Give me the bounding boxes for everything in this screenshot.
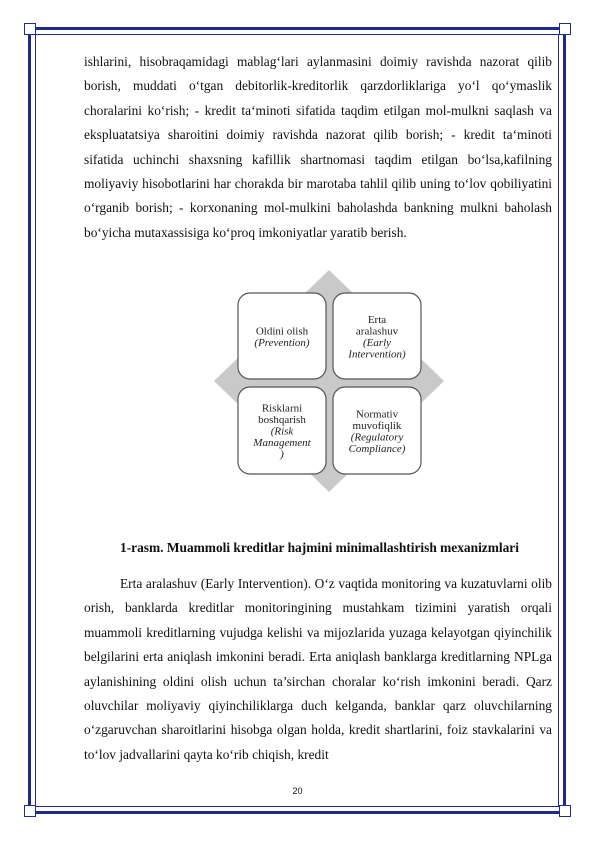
top-paragraph: ishlarini, hisobraqamidagi mablag‘lari aylanmasini doimiy ravishda nazorat qilib borish, muddati o‘tgan debitorlik-kreditorlik qarzdorliklariga yo‘l qo‘ymaslik choralarini ko‘rish; - kredit ta‘minoti sifatida taqdim etilgan mol-mulkni saqlash va ekspluatatsiya sharoitini doimiy ravishda nazorat qilib borish; - kredit ta‘minoti sifatida uchinchi shaxsning kafillik shartnomasi taqdim etilgan bo‘lsa,kafilning moliyaviy hisobotlarini har chorakda bir marotaba tahlil qilib uning to‘lov qobiliyatini o‘rganib borish; - korxonaning mol-mulkini baholashda bankning mulkni baholash bo‘yicha mutaxassisiga ko‘proq imkoniyatlar yaratib berish.: [84, 54, 552, 240]
diagram-box-label: (Prevention): [254, 336, 310, 349]
diagram-box-label: (Regulatory: [350, 431, 404, 444]
page-number: 20: [292, 786, 303, 796]
diagram-box-label: Erta: [367, 313, 387, 326]
diagram-box-risk-management: [238, 387, 326, 474]
bottom-text-block: [84, 572, 552, 767]
figure-caption: 1-rasm. Muammoli kreditlar hajmini minimallashtirish mexanizmlari: [120, 540, 519, 555]
border-corner-ornament: [559, 23, 571, 35]
diagram-box-label: (Early: [362, 336, 392, 349]
diagram-box-regulatory-compliance: [333, 387, 421, 474]
diagram-box-label: Oldini olish: [255, 325, 309, 338]
diagram-box-label: boshqarish: [258, 414, 306, 426]
diagram-box-label: Compliance): [348, 442, 406, 455]
diagram-box-label: aralashuv: [355, 325, 399, 338]
diagram-box-prevention: [238, 293, 326, 379]
mechanisms-diagram: [212, 268, 446, 494]
diagram-box-label: Risklarni: [261, 402, 303, 415]
diagram-svg: [212, 268, 446, 494]
border-corner-ornament: [24, 23, 36, 35]
diagram-box-early-intervention: [333, 293, 421, 379]
border-corner-ornament: [24, 805, 36, 817]
diagram-box-label: (Risk: [270, 425, 294, 438]
top-text-block: [84, 50, 552, 245]
diagram-box-label: Normativ: [355, 408, 399, 421]
diagram-box-label: muvofiqlik: [352, 419, 402, 432]
diagram-box-label: Management: [253, 437, 311, 449]
bottom-paragraph: Erta aralashuv (Early Intervention). O‘z vaqtida monitoring va kuzatuvlarni olib orish, banklarda kreditlar monitoringining mustahkam tizimini yaratish orqali muammoli kreditlarning vujudga kelishi va mijozlarida yuzaga kelayotgan qiyinchilik belgilarini erta aniqlash imkonini beradi. Erta aniqlash banklarga kreditlarning NPLga aylanishining oldini olish uchun ta’sirchan choralar ko‘rish imkonini beradi. Qarz oluvchilar moliyaviy qiyinchiliklarga duch kelganda, banklar qarz oluvchilarning o‘zgaruvchan sharoitlarini hisobga olgan holda, kredit shartlarini, foiz stavkalarini va to‘lov jadvallarini qayta ko‘rib chiqish, kredit: [84, 576, 552, 762]
diagram-box-label: Intervention): [348, 348, 406, 361]
diagram-box-label: ): [280, 448, 284, 461]
border-corner-ornament: [559, 805, 571, 817]
